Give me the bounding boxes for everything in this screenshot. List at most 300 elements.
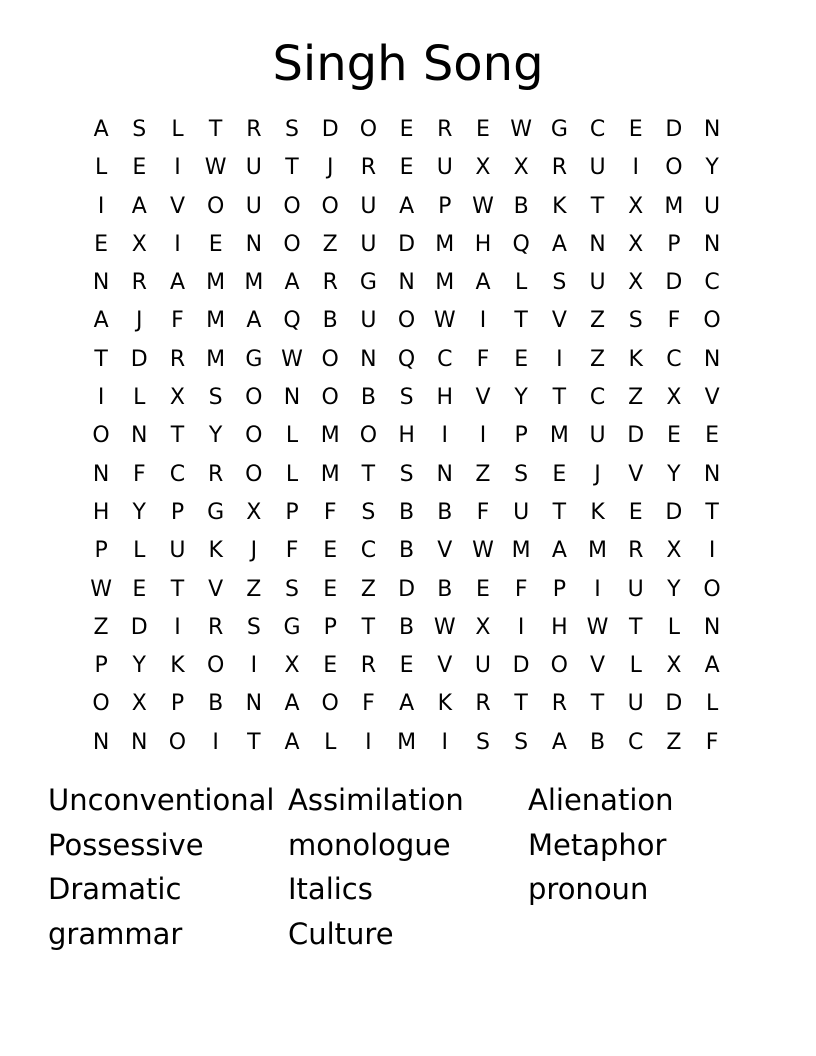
grid-letter[interactable]: R: [360, 155, 377, 181]
grid-letter[interactable]: N: [283, 385, 301, 411]
grid-letter[interactable]: D: [130, 614, 148, 640]
grid-letter[interactable]: U: [474, 653, 492, 679]
grid-letter[interactable]: I: [708, 538, 716, 564]
grid-letter[interactable]: F: [132, 461, 146, 487]
grid-letter[interactable]: E: [399, 117, 414, 142]
grid-letter[interactable]: O: [397, 308, 416, 334]
grid-letter[interactable]: U: [589, 270, 606, 296]
grid-letter[interactable]: M: [206, 346, 226, 372]
grid-letter[interactable]: U: [169, 538, 186, 564]
grid-letter[interactable]: O: [359, 423, 378, 449]
grid-letter[interactable]: X: [628, 231, 644, 257]
grid-letter[interactable]: I: [632, 155, 639, 181]
grid-letter[interactable]: W: [472, 538, 494, 564]
grid-letter[interactable]: U: [360, 231, 377, 257]
grid-letter[interactable]: O: [359, 117, 378, 142]
grid-letter[interactable]: G: [245, 346, 263, 372]
word-list-item: pronoun: [528, 872, 649, 907]
grid-letter[interactable]: Q: [283, 308, 301, 334]
grid-letter[interactable]: T: [170, 576, 185, 602]
grid-letter[interactable]: V: [169, 193, 185, 219]
grid-letter[interactable]: W: [281, 346, 303, 372]
grid-letter[interactable]: U: [627, 691, 644, 717]
grid-letter[interactable]: E: [94, 231, 109, 257]
grid-letter[interactable]: S: [514, 729, 529, 755]
grid-letter[interactable]: D: [665, 499, 683, 525]
grid-letter[interactable]: R: [360, 653, 377, 679]
grid-letter[interactable]: O: [283, 231, 301, 257]
grid-letter[interactable]: J: [250, 538, 258, 564]
grid-letter[interactable]: M: [588, 538, 608, 564]
grid-letter[interactable]: B: [399, 614, 415, 640]
grid-letter[interactable]: P: [438, 193, 452, 219]
grid-letter[interactable]: N: [398, 270, 415, 296]
grid-letter[interactable]: U: [627, 576, 644, 602]
grid-letter[interactable]: N: [131, 423, 148, 449]
grid-letter[interactable]: E: [628, 117, 643, 142]
grid-letter[interactable]: F: [705, 729, 719, 755]
grid-letter[interactable]: F: [514, 576, 528, 602]
grid-letter[interactable]: I: [594, 576, 601, 602]
grid-letter[interactable]: L: [515, 270, 528, 296]
grid-letter[interactable]: X: [475, 614, 491, 640]
grid-letter[interactable]: I: [250, 653, 258, 679]
grid-letter[interactable]: U: [360, 193, 377, 219]
grid-letter[interactable]: O: [321, 346, 339, 372]
grid-letter[interactable]: I: [174, 614, 181, 640]
grid-letter[interactable]: A: [169, 270, 185, 296]
grid-letter[interactable]: I: [174, 231, 181, 257]
grid-letter[interactable]: H: [92, 499, 110, 525]
grid-letter[interactable]: N: [436, 461, 454, 487]
grid-letter[interactable]: N: [245, 231, 263, 257]
grid-letter[interactable]: P: [323, 614, 337, 640]
grid-letter[interactable]: F: [323, 499, 337, 525]
grid-letter[interactable]: I: [97, 385, 105, 411]
grid-letter[interactable]: L: [629, 653, 642, 679]
grid-letter[interactable]: S: [361, 499, 376, 525]
grid-letter[interactable]: Y: [667, 576, 681, 602]
grid-letter[interactable]: M: [435, 270, 455, 296]
grid-letter[interactable]: M: [320, 461, 340, 487]
grid-letter[interactable]: W: [433, 308, 456, 334]
grid-letter[interactable]: O: [245, 461, 263, 487]
grid-letter[interactable]: C: [169, 461, 186, 487]
grid-letter[interactable]: E: [476, 576, 490, 602]
grid-letter[interactable]: N: [92, 270, 110, 296]
grid-letter[interactable]: M: [244, 270, 264, 296]
grid-letter[interactable]: E: [552, 461, 567, 487]
grid-letter[interactable]: E: [705, 423, 720, 449]
grid-letter[interactable]: L: [324, 729, 337, 755]
grid-letter[interactable]: L: [285, 461, 299, 487]
grid-letter[interactable]: R: [169, 346, 186, 372]
grid-letter[interactable]: M: [206, 270, 226, 296]
grid-letter[interactable]: O: [550, 653, 568, 679]
grid-letter[interactable]: P: [552, 576, 566, 602]
grid-letter[interactable]: Y: [667, 461, 681, 487]
grid-letter[interactable]: N: [703, 346, 721, 372]
grid-letter[interactable]: T: [361, 461, 376, 487]
grid-letter[interactable]: V: [628, 461, 644, 487]
grid-letter[interactable]: T: [552, 385, 567, 411]
grid-letter[interactable]: P: [94, 653, 108, 679]
grid-letter[interactable]: F: [476, 499, 490, 525]
grid-letter[interactable]: I: [479, 423, 487, 449]
grid-letter[interactable]: R: [551, 155, 567, 181]
grid-letter[interactable]: E: [514, 346, 529, 372]
grid-letter[interactable]: S: [628, 308, 643, 334]
grid-letter[interactable]: X: [628, 270, 644, 296]
grid-letter[interactable]: Z: [628, 385, 644, 411]
grid-letter[interactable]: J: [136, 308, 143, 334]
grid-letter[interactable]: B: [399, 499, 415, 525]
grid-letter[interactable]: S: [399, 461, 414, 487]
grid-letter[interactable]: S: [246, 614, 261, 640]
grid-letter[interactable]: Y: [208, 423, 223, 449]
grid-letter[interactable]: N: [589, 231, 606, 257]
grid-letter[interactable]: X: [666, 653, 682, 679]
grid-letter[interactable]: T: [705, 499, 719, 525]
grid-letter[interactable]: O: [321, 193, 339, 219]
grid-letter[interactable]: A: [93, 117, 109, 142]
grid-letter[interactable]: O: [168, 729, 187, 755]
grid-letter[interactable]: W: [586, 614, 609, 640]
grid-letter[interactable]: M: [320, 423, 340, 449]
grid-letter[interactable]: G: [283, 614, 301, 640]
grid-letter[interactable]: E: [323, 538, 338, 564]
grid-letter[interactable]: K: [170, 653, 185, 679]
grid-letter[interactable]: P: [285, 499, 299, 525]
grid-letter[interactable]: V: [590, 653, 606, 679]
grid-letter[interactable]: O: [321, 691, 339, 717]
grid-letter[interactable]: C: [666, 346, 682, 372]
grid-letter[interactable]: Y: [132, 653, 146, 679]
grid-letter[interactable]: L: [171, 117, 184, 142]
grid-letter[interactable]: S: [285, 117, 300, 142]
grid-letter[interactable]: H: [551, 614, 568, 640]
grid-letter[interactable]: P: [94, 538, 108, 564]
grid-letter[interactable]: S: [552, 270, 567, 296]
grid-letter[interactable]: O: [245, 423, 263, 449]
grid-letter[interactable]: N: [92, 461, 110, 487]
grid-letter[interactable]: G: [207, 499, 225, 525]
grid-letter[interactable]: I: [441, 729, 449, 755]
grid-letter[interactable]: A: [551, 538, 567, 564]
grid-letter[interactable]: L: [667, 614, 681, 640]
grid-letter[interactable]: T: [208, 117, 223, 142]
grid-letter[interactable]: V: [704, 385, 720, 411]
grid-letter[interactable]: A: [284, 270, 300, 296]
grid-letter[interactable]: D: [398, 231, 416, 257]
grid-letter[interactable]: B: [399, 538, 415, 564]
grid-letter[interactable]: J: [326, 155, 334, 181]
grid-letter[interactable]: M: [511, 538, 531, 564]
grid-letter[interactable]: A: [399, 193, 415, 219]
grid-letter[interactable]: K: [628, 346, 643, 372]
grid-letter[interactable]: L: [133, 538, 146, 564]
grid-letter[interactable]: F: [171, 308, 184, 334]
grid-letter[interactable]: S: [475, 729, 490, 755]
grid-letter[interactable]: I: [174, 155, 181, 181]
grid-letter[interactable]: X: [246, 499, 262, 525]
grid-letter[interactable]: A: [475, 270, 491, 296]
grid-letter[interactable]: N: [703, 231, 721, 257]
grid-letter[interactable]: P: [170, 499, 185, 525]
grid-letter[interactable]: F: [285, 538, 299, 564]
grid-letter[interactable]: B: [322, 308, 338, 334]
grid-letter[interactable]: A: [284, 691, 300, 717]
grid-letter[interactable]: S: [208, 385, 223, 411]
grid-letter[interactable]: D: [321, 117, 339, 142]
grid-letter[interactable]: B: [589, 729, 606, 755]
grid-letter[interactable]: T: [590, 193, 605, 219]
grid-letter[interactable]: E: [666, 423, 681, 449]
grid-letter[interactable]: D: [665, 691, 683, 717]
word-list-item: Unconventional: [48, 783, 275, 817]
grid-letter[interactable]: V: [208, 576, 224, 602]
grid-letter[interactable]: T: [590, 691, 605, 717]
grid-letter[interactable]: O: [703, 308, 721, 334]
grid-letter[interactable]: C: [589, 117, 606, 142]
grid-letter[interactable]: N: [245, 691, 263, 717]
grid-letter[interactable]: S: [399, 385, 414, 411]
grid-letter[interactable]: Z: [475, 461, 491, 487]
grid-letter[interactable]: R: [208, 614, 224, 640]
grid-letter[interactable]: R: [551, 691, 567, 717]
grid-letter[interactable]: N: [703, 614, 721, 640]
grid-letter[interactable]: H: [398, 423, 415, 449]
grid-letter[interactable]: K: [208, 538, 223, 564]
grid-letter[interactable]: V: [437, 538, 453, 564]
grid-letter[interactable]: O: [703, 576, 721, 602]
grid-letter[interactable]: H: [474, 231, 492, 257]
grid-letter[interactable]: V: [475, 385, 491, 411]
word-list-item: Metaphor: [528, 827, 667, 862]
grid-letter[interactable]: Z: [322, 231, 338, 257]
grid-letter[interactable]: O: [283, 193, 301, 219]
grid-letter[interactable]: A: [399, 691, 415, 717]
grid-letter[interactable]: X: [475, 155, 491, 181]
grid-letter[interactable]: H: [436, 385, 454, 411]
grid-letter[interactable]: T: [628, 614, 643, 640]
grid-letter[interactable]: N: [360, 346, 377, 372]
grid-letter[interactable]: P: [170, 691, 185, 717]
grid-letter[interactable]: V: [437, 653, 453, 679]
grid-letter[interactable]: A: [284, 729, 300, 755]
grid-letter[interactable]: W: [472, 193, 494, 219]
grid-letter[interactable]: E: [476, 117, 490, 142]
grid-letter[interactable]: N: [703, 117, 721, 142]
grid-letter[interactable]: N: [131, 729, 148, 755]
grid-letter[interactable]: M: [549, 423, 569, 449]
grid-letter[interactable]: Z: [360, 576, 376, 602]
grid-letter[interactable]: F: [667, 308, 681, 334]
grid-letter[interactable]: P: [514, 423, 528, 449]
grid-letter[interactable]: U: [589, 155, 606, 181]
grid-letter[interactable]: R: [437, 117, 453, 142]
grid-letter[interactable]: B: [437, 499, 453, 525]
grid-letter[interactable]: B: [437, 576, 453, 602]
grid-letter[interactable]: C: [437, 346, 453, 372]
grid-letter[interactable]: Z: [666, 729, 682, 755]
grid-letter[interactable]: W: [90, 576, 112, 602]
grid-letter[interactable]: Z: [246, 576, 262, 602]
grid-letter[interactable]: I: [212, 729, 219, 755]
grid-letter[interactable]: E: [132, 155, 147, 181]
grid-letter[interactable]: X: [666, 538, 682, 564]
letter-grid: [82, 111, 732, 762]
grid-letter[interactable]: M: [435, 231, 455, 257]
grid-letter[interactable]: A: [93, 308, 109, 334]
grid-letter[interactable]: I: [479, 308, 487, 334]
grid-letter[interactable]: C: [628, 729, 644, 755]
grid-letter[interactable]: W: [204, 155, 227, 181]
word-list-item: Italics: [288, 872, 373, 907]
grid-letter[interactable]: A: [551, 231, 567, 257]
grid-letter[interactable]: U: [589, 423, 606, 449]
grid-letter[interactable]: B: [360, 385, 376, 411]
grid-letter[interactable]: O: [92, 423, 110, 449]
word-list-item: Alienation: [528, 783, 674, 817]
grid-letter[interactable]: L: [94, 155, 108, 181]
grid-letter[interactable]: Y: [705, 155, 719, 181]
grid-letter[interactable]: M: [397, 729, 417, 755]
grid-letter[interactable]: K: [552, 193, 567, 219]
grid-letter[interactable]: W: [510, 117, 533, 142]
grid-letter[interactable]: R: [246, 117, 262, 142]
grid-letter[interactable]: T: [361, 614, 376, 640]
grid-letter[interactable]: O: [92, 691, 110, 717]
word-list-item: [528, 912, 768, 957]
grid-letter[interactable]: F: [476, 346, 490, 372]
grid-letter[interactable]: T: [94, 346, 108, 372]
grid-letter[interactable]: L: [705, 691, 719, 717]
grid-letter[interactable]: O: [245, 385, 263, 411]
grid-letter[interactable]: T: [170, 423, 185, 449]
grid-letter[interactable]: U: [245, 155, 262, 181]
grid-letter[interactable]: C: [704, 270, 720, 296]
grid-letter[interactable]: I: [556, 346, 563, 372]
grid-letter[interactable]: D: [130, 346, 148, 372]
grid-letter[interactable]: O: [665, 155, 683, 181]
grid-letter[interactable]: A: [551, 729, 567, 755]
grid-letter[interactable]: U: [436, 155, 453, 181]
grid-letter[interactable]: L: [133, 385, 146, 411]
grid-letter[interactable]: I: [517, 614, 525, 640]
grid-letter[interactable]: Z: [589, 308, 606, 334]
grid-letter[interactable]: Z: [589, 346, 606, 372]
grid-letter[interactable]: I: [365, 729, 372, 755]
grid-letter[interactable]: U: [704, 193, 721, 219]
grid-letter[interactable]: E: [628, 499, 643, 525]
grid-letter[interactable]: R: [208, 461, 224, 487]
grid-letter[interactable]: Y: [132, 499, 146, 525]
grid-letter[interactable]: D: [398, 576, 416, 602]
grid-letter[interactable]: O: [321, 385, 339, 411]
grid-letter[interactable]: F: [362, 691, 375, 717]
grid-letter[interactable]: P: [667, 231, 681, 257]
grid-letter[interactable]: N: [92, 729, 110, 755]
grid-letter[interactable]: W: [433, 614, 456, 640]
grid-letter[interactable]: I: [97, 193, 105, 219]
grid-letter[interactable]: A: [246, 308, 262, 334]
grid-letter[interactable]: X: [666, 385, 682, 411]
grid-letter[interactable]: T: [514, 308, 528, 334]
grid-letter[interactable]: T: [247, 729, 261, 755]
grid-letter[interactable]: K: [590, 499, 605, 525]
grid-letter[interactable]: Q: [397, 346, 416, 372]
grid-letter[interactable]: D: [665, 117, 683, 142]
grid-letter[interactable]: O: [206, 193, 225, 219]
grid-letter[interactable]: E: [323, 576, 338, 602]
grid-letter[interactable]: Z: [93, 614, 109, 640]
grid-letter[interactable]: O: [206, 653, 225, 679]
grid-letter[interactable]: Y: [514, 385, 528, 411]
grid-letter[interactable]: X: [513, 155, 529, 181]
grid-letter[interactable]: Q: [512, 231, 530, 257]
grid-letter[interactable]: J: [594, 461, 601, 487]
grid-letter[interactable]: K: [437, 691, 452, 717]
grid-letter[interactable]: D: [512, 653, 530, 679]
grid-letter[interactable]: T: [285, 155, 299, 181]
grid-letter[interactable]: G: [550, 117, 568, 142]
grid-letter[interactable]: X: [284, 653, 300, 679]
grid-letter[interactable]: T: [552, 499, 567, 525]
grid-letter[interactable]: C: [589, 385, 606, 411]
grid-letter[interactable]: C: [360, 538, 377, 564]
grid-letter[interactable]: X: [131, 691, 147, 717]
grid-letter[interactable]: E: [399, 155, 414, 181]
grid-letter[interactable]: D: [627, 423, 645, 449]
grid-letter[interactable]: X: [169, 385, 185, 411]
grid-letter[interactable]: X: [131, 231, 147, 257]
grid-letter[interactable]: E: [323, 653, 338, 679]
grid-letter[interactable]: A: [131, 193, 147, 219]
grid-letter[interactable]: I: [441, 423, 449, 449]
grid-letter[interactable]: R: [628, 538, 644, 564]
grid-letter[interactable]: S: [132, 117, 147, 142]
grid-letter[interactable]: T: [514, 691, 528, 717]
grid-letter[interactable]: U: [360, 308, 377, 334]
grid-letter[interactable]: R: [475, 691, 491, 717]
grid-letter[interactable]: E: [399, 653, 414, 679]
word-list-item: grammar: [48, 917, 183, 952]
grid-letter[interactable]: M: [664, 193, 684, 219]
grid-letter[interactable]: R: [131, 270, 147, 296]
word-list-item: Dramatic: [48, 872, 182, 907]
grid-letter[interactable]: L: [285, 423, 299, 449]
grid-letter[interactable]: M: [206, 308, 226, 334]
grid-letter[interactable]: N: [703, 461, 721, 487]
grid-letter[interactable]: U: [245, 193, 262, 219]
grid-letter[interactable]: E: [208, 231, 223, 257]
grid-letter[interactable]: X: [628, 193, 644, 219]
grid-letter[interactable]: G: [359, 270, 377, 296]
word-list-item: Assimilation: [288, 783, 464, 817]
grid-letter[interactable]: R: [322, 270, 338, 296]
grid-letter[interactable]: E: [132, 576, 147, 602]
grid-letter[interactable]: B: [513, 193, 529, 219]
grid-letter[interactable]: V: [551, 308, 567, 334]
grid-letter[interactable]: D: [665, 270, 683, 296]
grid-letter[interactable]: A: [704, 653, 720, 679]
grid-letter[interactable]: S: [285, 576, 300, 602]
grid-letter[interactable]: S: [514, 461, 529, 487]
grid-letter[interactable]: B: [208, 691, 224, 717]
word-list: [48, 778, 768, 957]
grid-letter[interactable]: U: [513, 499, 530, 525]
